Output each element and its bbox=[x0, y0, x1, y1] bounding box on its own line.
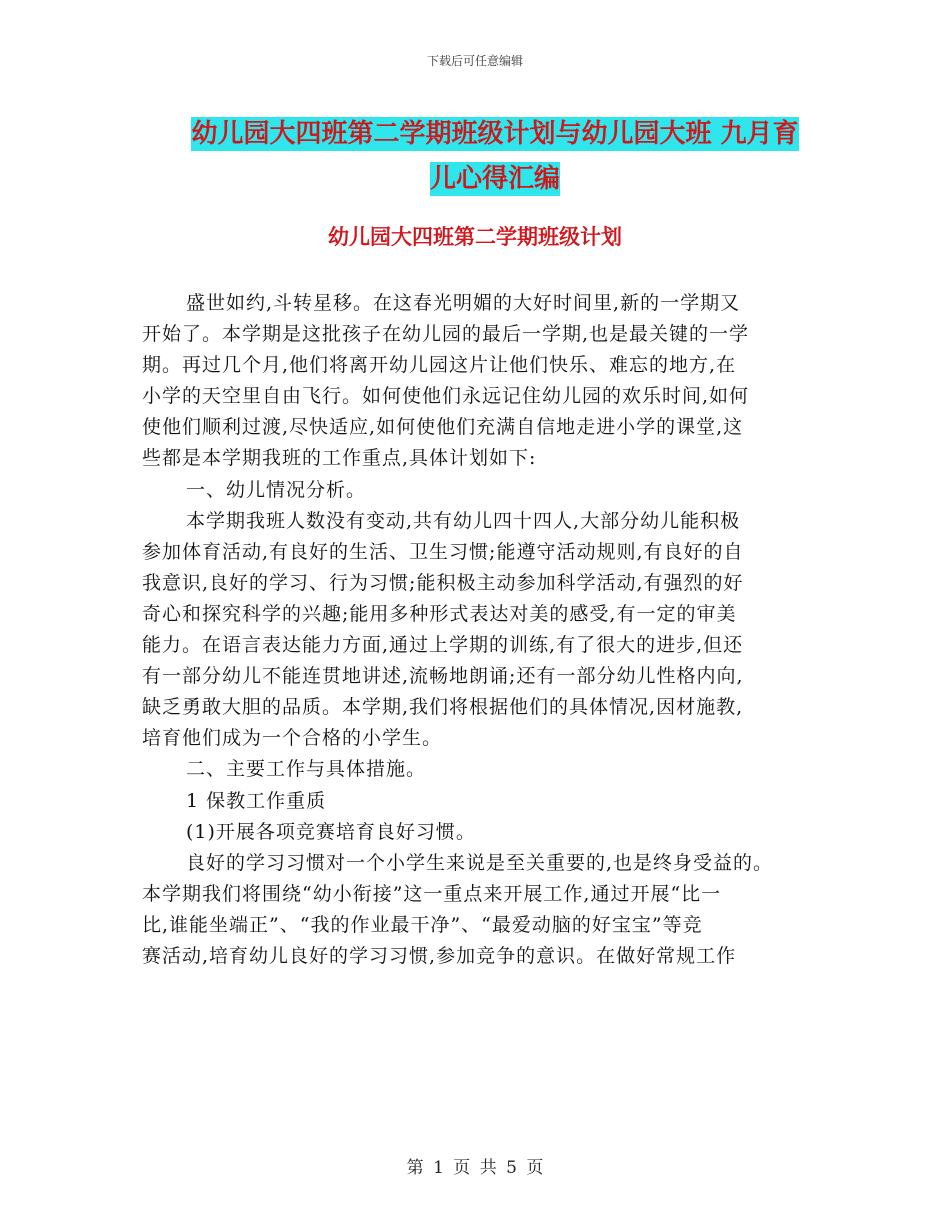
text-line: (1)开展各项竞赛培育良好习惯。 bbox=[186, 820, 476, 843]
text-line: 良好的学习习惯对一个小学生来说是至关重要的,也是终身受益的。 bbox=[186, 851, 774, 874]
text-line: 开始了。本学期是这批孩子在幼儿园的最后一学期,也是最关键的一学 bbox=[142, 323, 750, 346]
text-line: 奇心和探究科学的兴趣;能用多种形式表达对美的感受,有一定的审美 bbox=[142, 602, 737, 625]
text-line: 参加体育活动,有良好的生活、卫生习惯;能遵守活动规则,有良好的自 bbox=[142, 540, 744, 563]
body-text bbox=[142, 288, 818, 972]
text-line: 本学期我班人数没有变动,共有幼儿四十四人,大部分幼儿能积极 bbox=[186, 509, 741, 532]
text-line: 期。再过几个月,他们将离开幼儿园这片让他们快乐、难忘的地方,在 bbox=[142, 354, 737, 377]
text-line: 1 保教工作重质 bbox=[186, 789, 327, 812]
text-line: 能力。在语言表达能力方面,通过上学期的训练,有了很大的进步,但还 bbox=[142, 634, 744, 657]
text-line: 我意识,良好的学习、行为习惯;能积极主动参加科学活动,有强烈的好 bbox=[142, 571, 744, 594]
text-line: 二、主要工作与具体措施。 bbox=[186, 758, 427, 781]
page-footer: 第 1 页 共 5 页 bbox=[406, 1158, 544, 1178]
text-line: 比,谁能坐端正”、“我的作业最干净”、“最爱动脑的好宝宝”等竞 bbox=[142, 913, 703, 936]
text-line: 有一部分幼儿不能连贯地讲述,流畅地朗诵;还有一部分幼儿性格内向, bbox=[142, 665, 744, 688]
text-line: 一、幼儿情况分析。 bbox=[186, 478, 367, 501]
header-note: 下载后可任意编辑 bbox=[426, 54, 523, 68]
section-title: 幼儿园大四班第二学期班级计划 bbox=[328, 225, 622, 249]
text-line: 盛世如约,斗转星移。在这春光明媚的大好时间里,新的一学期又 bbox=[186, 292, 741, 314]
text-line: 小学的天空里自由飞行。如何使他们永远记住幼儿园的欢乐时间,如何 bbox=[142, 385, 750, 408]
document-title bbox=[110, 112, 880, 202]
document-title-line-2: 儿心得汇编 bbox=[429, 164, 560, 194]
text-line: 培育他们成为一个合格的小学生。 bbox=[142, 727, 443, 750]
document-title-line-1: 幼儿园大四班第二学期班级计划与幼儿园大班 九月育 bbox=[191, 119, 799, 149]
text-line: 缺乏勇敢大胆的品质。本学期,我们将根据他们的具体情况,因材施教, bbox=[142, 696, 744, 719]
text-line: 使他们顺利过渡,尽快适应,如何使他们充满自信地走进小学的课堂,这 bbox=[142, 416, 744, 439]
text-line: 本学期我们将围绕“幼小衔接”这一重点来开展工作,通过开展“比一 bbox=[142, 882, 722, 905]
text-line: 些都是本学期我班的工作重点,具体计划如下: bbox=[142, 447, 537, 470]
text-line: 赛活动,培育幼儿良好的学习习惯,参加竞争的意识。在做好常规工作 bbox=[142, 944, 737, 967]
